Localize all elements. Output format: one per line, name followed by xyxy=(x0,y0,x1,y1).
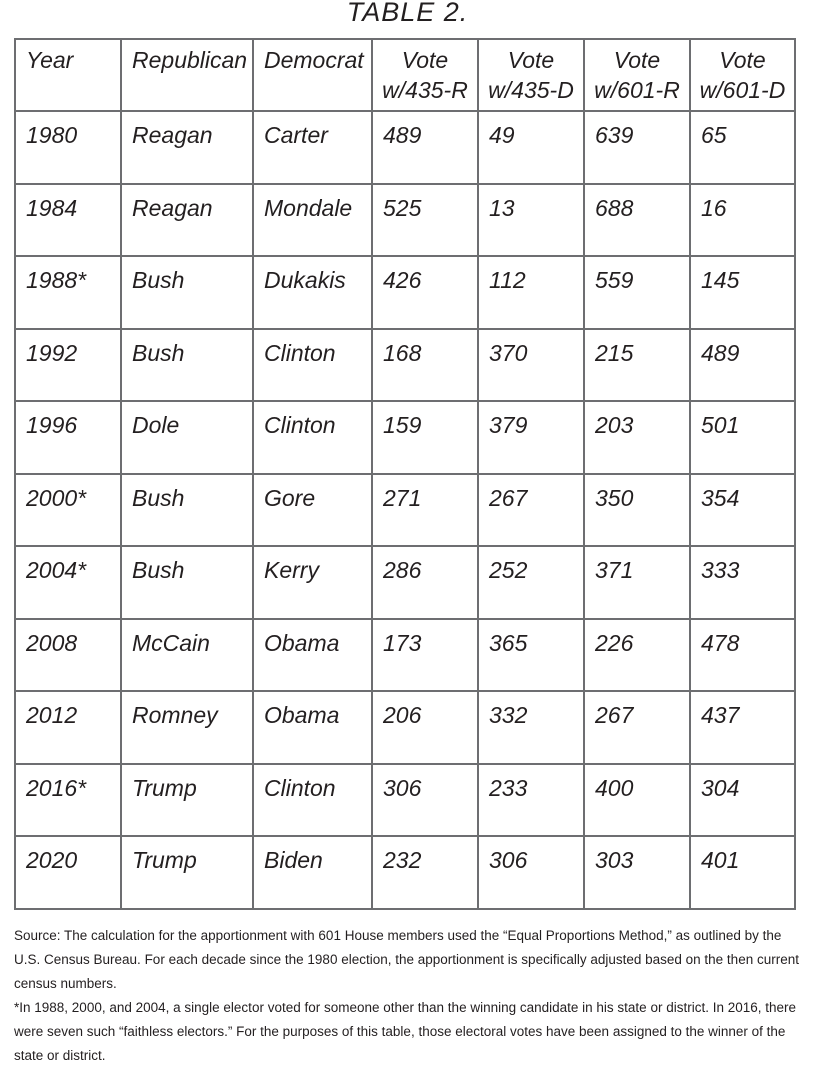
header-democrat: Democrat xyxy=(253,39,372,111)
republican-cell: Bush xyxy=(121,474,253,547)
vote-601-d-cell: 489 xyxy=(690,329,795,402)
table-notes xyxy=(14,924,804,1068)
table-row xyxy=(15,764,795,837)
vote-601-d-cell: 145 xyxy=(690,256,795,329)
faithless-elector-footnote: *In 1988, 2000, and 2004, a single elector voted for someone other than the winning candidate in his state or district. In 2016, there were seven such “faithless electors.” For the purposes of this table, those electoral votes have been assigned to the winner of the state or district. xyxy=(14,1000,797,1063)
year-cell: 1988* xyxy=(15,256,121,329)
year-cell: 2012 xyxy=(15,691,121,764)
vote-435-r-cell: 232 xyxy=(372,836,478,909)
vote-601-r-cell: 226 xyxy=(584,619,690,692)
year-cell: 1984 xyxy=(15,184,121,257)
table-row xyxy=(15,474,795,547)
table-row xyxy=(15,836,795,909)
table-row xyxy=(15,546,795,619)
republican-cell: Dole xyxy=(121,401,253,474)
vote-435-d-cell: 112 xyxy=(478,256,584,329)
vote-601-r-cell: 688 xyxy=(584,184,690,257)
vote-435-d-cell: 49 xyxy=(478,111,584,184)
header-vote-601-r: Vote w/601-R xyxy=(584,39,690,111)
democrat-cell: Dukakis xyxy=(253,256,372,329)
vote-435-r-cell: 173 xyxy=(372,619,478,692)
republican-cell: Bush xyxy=(121,256,253,329)
year-cell: 2008 xyxy=(15,619,121,692)
republican-cell: Reagan xyxy=(121,184,253,257)
year-cell: 1992 xyxy=(15,329,121,402)
republican-cell: Bush xyxy=(121,546,253,619)
table-row xyxy=(15,401,795,474)
vote-601-d-cell: 354 xyxy=(690,474,795,547)
header-row xyxy=(15,39,795,111)
year-cell: 2000* xyxy=(15,474,121,547)
vote-435-r-cell: 286 xyxy=(372,546,478,619)
vote-435-r-cell: 159 xyxy=(372,401,478,474)
vote-435-d-cell: 365 xyxy=(478,619,584,692)
table-row xyxy=(15,329,795,402)
democrat-cell: Clinton xyxy=(253,764,372,837)
vote-601-r-cell: 303 xyxy=(584,836,690,909)
vote-435-r-cell: 168 xyxy=(372,329,478,402)
header-year: Year xyxy=(15,39,121,111)
table-row xyxy=(15,691,795,764)
vote-601-r-cell: 215 xyxy=(584,329,690,402)
democrat-cell: Gore xyxy=(253,474,372,547)
democrat-cell: Clinton xyxy=(253,401,372,474)
vote-601-r-cell: 559 xyxy=(584,256,690,329)
table-row xyxy=(15,184,795,257)
header-vote-435-r: Vote w/435-R xyxy=(372,39,478,111)
democrat-cell: Biden xyxy=(253,836,372,909)
year-cell: 1980 xyxy=(15,111,121,184)
vote-435-d-cell: 332 xyxy=(478,691,584,764)
header-vote-601-d: Vote w/601-D xyxy=(690,39,795,111)
table-row xyxy=(15,619,795,692)
republican-cell: Romney xyxy=(121,691,253,764)
democrat-cell: Mondale xyxy=(253,184,372,257)
table-row xyxy=(15,111,795,184)
year-cell: 1996 xyxy=(15,401,121,474)
vote-601-d-cell: 304 xyxy=(690,764,795,837)
table-row xyxy=(15,256,795,329)
vote-435-d-cell: 252 xyxy=(478,546,584,619)
vote-435-d-cell: 267 xyxy=(478,474,584,547)
vote-435-d-cell: 13 xyxy=(478,184,584,257)
republican-cell: Bush xyxy=(121,329,253,402)
vote-435-r-cell: 306 xyxy=(372,764,478,837)
vote-601-d-cell: 16 xyxy=(690,184,795,257)
vote-435-d-cell: 306 xyxy=(478,836,584,909)
source-note: Source: The calculation for the apportionment with 601 House members used the “Equal Proportions Method,” as outlined by the U.S. Census Bureau. For each decade since the 1980 election, the apportionment is specifically adjusted based on the then current census numbers. xyxy=(14,928,799,991)
republican-cell: Trump xyxy=(121,836,253,909)
democrat-cell: Kerry xyxy=(253,546,372,619)
year-cell: 2020 xyxy=(15,836,121,909)
vote-435-d-cell: 233 xyxy=(478,764,584,837)
vote-601-d-cell: 501 xyxy=(690,401,795,474)
vote-601-r-cell: 350 xyxy=(584,474,690,547)
table-body xyxy=(15,111,795,909)
header-vote-435-d: Vote w/435-D xyxy=(478,39,584,111)
year-cell: 2016* xyxy=(15,764,121,837)
vote-601-r-cell: 203 xyxy=(584,401,690,474)
vote-601-d-cell: 478 xyxy=(690,619,795,692)
vote-601-d-cell: 333 xyxy=(690,546,795,619)
header-republican: Republican xyxy=(121,39,253,111)
democrat-cell: Clinton xyxy=(253,329,372,402)
vote-435-r-cell: 525 xyxy=(372,184,478,257)
vote-435-r-cell: 271 xyxy=(372,474,478,547)
table-title: TABLE 2. xyxy=(346,0,469,27)
vote-601-d-cell: 401 xyxy=(690,836,795,909)
vote-435-r-cell: 489 xyxy=(372,111,478,184)
democrat-cell: Carter xyxy=(253,111,372,184)
vote-601-r-cell: 267 xyxy=(584,691,690,764)
vote-601-r-cell: 371 xyxy=(584,546,690,619)
electoral-vote-table xyxy=(14,38,796,910)
vote-601-r-cell: 400 xyxy=(584,764,690,837)
republican-cell: Trump xyxy=(121,764,253,837)
republican-cell: Reagan xyxy=(121,111,253,184)
vote-435-d-cell: 379 xyxy=(478,401,584,474)
vote-601-d-cell: 65 xyxy=(690,111,795,184)
republican-cell: McCain xyxy=(121,619,253,692)
vote-435-r-cell: 426 xyxy=(372,256,478,329)
democrat-cell: Obama xyxy=(253,691,372,764)
year-cell: 2004* xyxy=(15,546,121,619)
vote-601-d-cell: 437 xyxy=(690,691,795,764)
vote-435-r-cell: 206 xyxy=(372,691,478,764)
democrat-cell: Obama xyxy=(253,619,372,692)
vote-601-r-cell: 639 xyxy=(584,111,690,184)
vote-435-d-cell: 370 xyxy=(478,329,584,402)
